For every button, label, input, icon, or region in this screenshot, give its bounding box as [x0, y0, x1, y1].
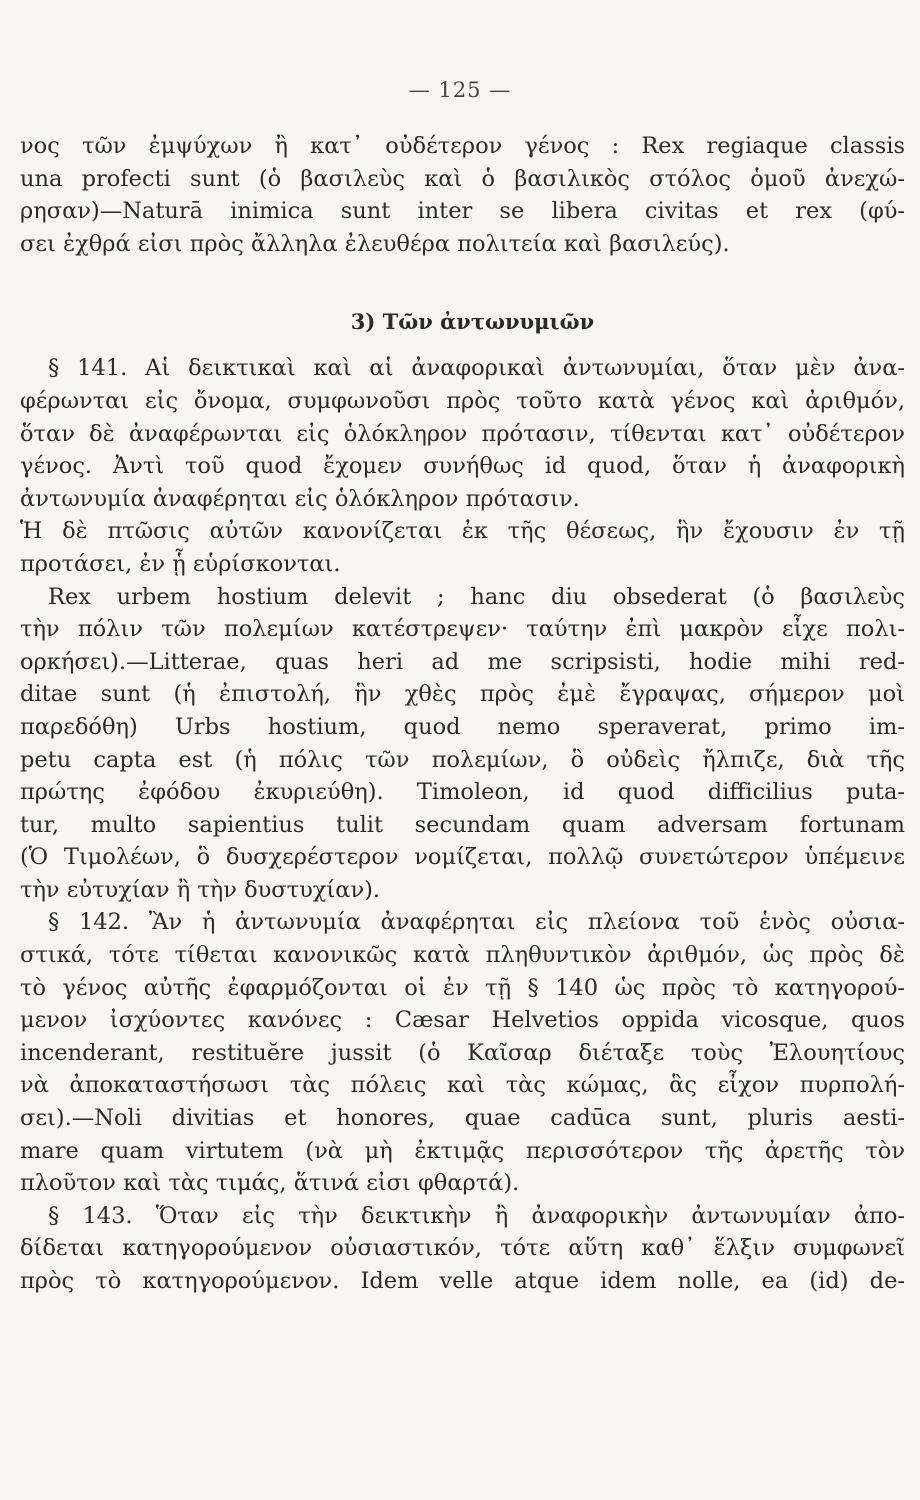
text-line: § 143. Ὅταν εἰς τὴν δεικτικὴν ἢ ἀναφορικὴν ἀντωνυμίαν ἀπο- — [48, 1202, 905, 1229]
text-line: τὸ γένος αὐτῆς ἐφαρμόζονται οἱ ἐν τῇ § 140 ὡς πρὸς τὸ κατηγορού- — [20, 974, 905, 1001]
spacer — [20, 260, 905, 300]
text-line: incenderant, restituĕre jussit (ὁ Καῖσαρ διέταξε τοὺς Ἐλουητίους — [20, 1039, 905, 1066]
section-heading: 3) Τῶν ἀντωνυμιῶν — [350, 309, 595, 335]
text-line: σει ἐχθρά εἰσι πρὸς ἄλληλα ἐλευθέρα πολιτεία καὶ βασιλεύς). — [20, 230, 730, 257]
text-line: τὴν εὐτυχίαν ἢ τὴν δυστυχίαν). — [20, 876, 381, 903]
text-line: πρὸς τὸ κατηγορούμενον. Idem velle atque idem nolle, ea (id) de- — [20, 1268, 905, 1294]
text-line: πρώτης ἐφόδου ἐκυριεύθη). Timoleon, id quod difficilius puta- — [20, 779, 905, 806]
text-line: φέρωνται εἰς ὄνομα, συμφωνοῦσι πρὸς τοῦτο κατὰ γένος καὶ ἀριθμόν, — [20, 387, 905, 414]
text-line: ὅταν δὲ ἀναφέρωνται εἰς ὁλόκληρον πρότασιν, τίθενται κατ᾽ οὐδέτερον — [20, 420, 905, 447]
text-line: ρησαν)—Naturā inimica sunt inter se libera civitas et rex (φύ- — [20, 198, 905, 225]
page-number: — 125 — — [408, 78, 512, 102]
text-line: una profecti sunt (ὁ βασιλεὺς καὶ ὁ βασιλικὸς στόλος ὁμοῦ ἀνεχώ- — [20, 165, 905, 192]
text-line: ορκήσει).—Litterae, quas heri ad me scripsisti, hodie mihi red- — [20, 648, 905, 675]
text-line: νος τῶν ἐμψύχων ἢ κατ᾽ οὐδέτερον γένος : Rex regiaque classis — [20, 133, 905, 159]
text-line: § 142. Ἂν ἡ ἀντωνυμία ἀναφέρηται εἰς πλείονα τοῦ ἑνὸς οὐσια- — [48, 909, 905, 936]
text-line: ἀντωνυμία ἀναφέρηται εἰς ὁλόκληρον πρότασιν. — [20, 485, 580, 512]
text-line: tur, multo sapientius tulit secundam quam adversam fortunam — [20, 811, 905, 838]
text-line: § 141. Αἱ δεικτικαὶ καὶ αἱ ἀναφορικαὶ ἀντωνυμίαι, ὅταν μὲν ἀνα- — [48, 355, 905, 382]
text-line: ditae sunt (ἡ ἐπιστολή, ἣν χθὲς πρὸς ἐμὲ ἔγραψας, σήμερον μοὶ — [20, 681, 905, 708]
text-line: Ἡ δὲ πτῶσις αὐτῶν κανονίζεται ἐκ τῆς θέσεως, ἣν ἔχουσιν ἐν τῇ — [20, 518, 905, 545]
text-line: γένος. Ἀντὶ τοῦ quod ἔχομεν συνήθως id quod, ὅταν ἡ ἀναφορικὴ — [20, 453, 905, 480]
text-line: Rex urbem hostium delevit ; hanc diu obsederat (ὁ βασιλεὺς — [48, 583, 905, 610]
text-line: σει).—Noli divitias et honores, quae cadūca sunt, pluris aesti- — [20, 1105, 905, 1132]
text-line: μενον ἰσχύοντες κανόνες : Cæsar Helvetios oppida vicosque, quos — [20, 1007, 905, 1034]
text-line: πλοῦτον καὶ τὰς τιμάς, ἅτινά εἰσι φθαρτά). — [20, 1170, 520, 1197]
text-line: (Ὁ Τιμολέων, ὃ δυσχερέστερον νομίζεται, πολλῷ συνετώτερον ὑπέμεινε — [20, 844, 905, 871]
text-line: τὴν πόλιν τῶν πολεμίων κατέστρεψεν· ταύτην ἐπὶ μακρὸν εἶχε πολι- — [20, 616, 905, 643]
text-line: στικά, τότε τίθεται κανονικῶς κατὰ πληθυντικὸν ἀριθμόν, ὡς πρὸς δὲ — [20, 942, 905, 969]
text-line: δίδεται κατηγορούμενον οὐσιαστικόν, τότε αὕτη καθ᾽ ἕλξιν συμφωνεῖ — [20, 1235, 905, 1262]
page-body — [20, 130, 905, 1298]
text-line: νὰ ἀποκαταστήσωσι τὰς πόλεις καὶ τὰς κώμας, ἃς εἶχον πυρπολή- — [20, 1072, 905, 1099]
text-line: προτάσει, ἐν ᾗ εὑρίσκονται. — [20, 550, 341, 577]
text-line: mare quam virtutem (νὰ μὴ ἐκτιμᾷς περισσότερον τῆς ἀρετῆς τὸν — [20, 1137, 905, 1164]
text-line: παρεδόθη) Urbs hostium, quod nemo speraverat, primo im- — [20, 713, 905, 740]
text-line: petu capta est (ἡ πόλις τῶν πολεμίων, ὃ οὐδεὶς ἤλπιζε, διὰ τῆς — [20, 746, 905, 773]
